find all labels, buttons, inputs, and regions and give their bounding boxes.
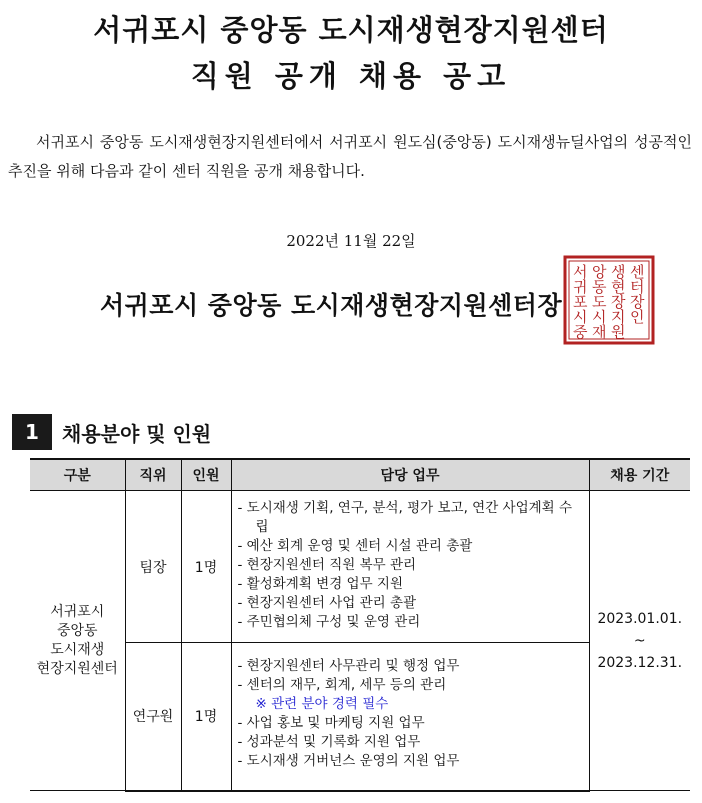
duty-item: - 센터의 재무, 회계, 세무 등의 관리: [237, 677, 447, 693]
header-category: 구분: [30, 459, 125, 491]
issuer-name: 서귀포시 중앙동 도시재생현장지원센터장: [100, 291, 563, 320]
count-cell: 1명: [181, 643, 231, 791]
doc-title-line1: 서귀포시 중앙동 도시재생현장지원센터: [93, 13, 609, 47]
header-period: 채용 기간: [589, 459, 690, 491]
duties-cell: [231, 491, 589, 643]
seal-glyph: 생: [611, 263, 626, 281]
section-title: 채용분야 및 인원: [62, 422, 212, 446]
duty-item: - 현장지원센터 직원 복무 관리: [237, 557, 417, 573]
header-count: 인원: [181, 459, 231, 491]
duty-item: - 현장지원센터 사업 관리 총괄: [237, 595, 417, 611]
category-cell: 서귀포시 중앙동 도시재생 현장지원센터: [30, 491, 125, 791]
count-cell: 1명: [181, 491, 231, 643]
duty-item: - 도시재생 거버넌스 운영의 지원 업무: [237, 753, 460, 769]
seal-glyph: 인: [630, 308, 645, 326]
duty-item: - 예산 회계 운영 및 센터 시설 관리 총괄: [237, 538, 473, 554]
seal-glyph: 원: [611, 323, 626, 341]
duty-item: - 도시재생 기획, 연구, 분석, 평가 보고, 연간 사업계획 수립: [237, 500, 573, 535]
duty-note: ※ 관련 분야 경력 필수: [255, 696, 389, 712]
seal-glyph: 시: [592, 308, 607, 326]
duty-item: - 주민협의체 구성 및 운영 관리: [237, 614, 421, 630]
duties-cell: [231, 643, 589, 791]
period-end: 2023.12.31.: [597, 654, 683, 671]
header-position: 직위: [125, 459, 181, 491]
duty-item: - 현장지원센터 사무관리 및 행정 업무: [237, 658, 460, 674]
seal-glyph: 서: [573, 263, 588, 281]
official-seal-icon: [563, 255, 655, 345]
seal-glyph: 중: [573, 323, 588, 341]
seal-glyph: 현: [611, 278, 626, 296]
position-cell: 팀장: [125, 491, 181, 643]
section-number-badge: 1: [12, 414, 52, 450]
position-cell: 연구원: [125, 643, 181, 791]
period-start: 2023.01.01.: [597, 610, 683, 627]
table-row: [30, 491, 690, 643]
intro-paragraph: 서귀포시 중앙동 도시재생현장지원센터에서 서귀포시 원도심(중앙동) 도시재생뉴딜사업의 성공적인 추진을 위해 다음과 같이 센터 직원을 공개 채용합니다.: [8, 133, 692, 180]
period-separator: ~: [633, 632, 646, 649]
seal-glyph: 동: [592, 278, 607, 296]
seal-glyph: 재: [592, 323, 607, 341]
seal-glyph: 도: [592, 293, 607, 311]
seal-glyph: 센: [630, 263, 645, 281]
seal-glyph: 장: [611, 293, 626, 311]
seal-glyph: 앙: [592, 263, 607, 281]
seal-glyph: 귀: [573, 278, 588, 296]
seal-glyph: 지: [611, 308, 626, 326]
doc-title-line2: 직원 공개 채용 공고: [190, 59, 512, 93]
seal-glyph: 포: [573, 293, 588, 311]
header-duties: 담당 업무: [231, 459, 589, 491]
period-cell: [589, 491, 690, 791]
announcement-date: 2022년 11월 22일: [286, 232, 416, 250]
table-header-row: [30, 459, 690, 491]
seal-glyph: 장: [630, 293, 645, 311]
duty-item: - 활성화계획 변경 업무 지원: [237, 576, 403, 592]
duty-item: - 성과분석 및 기록화 지원 업무: [237, 734, 421, 750]
duty-item: - 사업 홍보 및 마케팅 지원 업무: [237, 715, 425, 731]
seal-glyph: 터: [630, 278, 645, 296]
seal-glyph: 시: [573, 308, 588, 326]
recruitment-table: [30, 458, 690, 792]
